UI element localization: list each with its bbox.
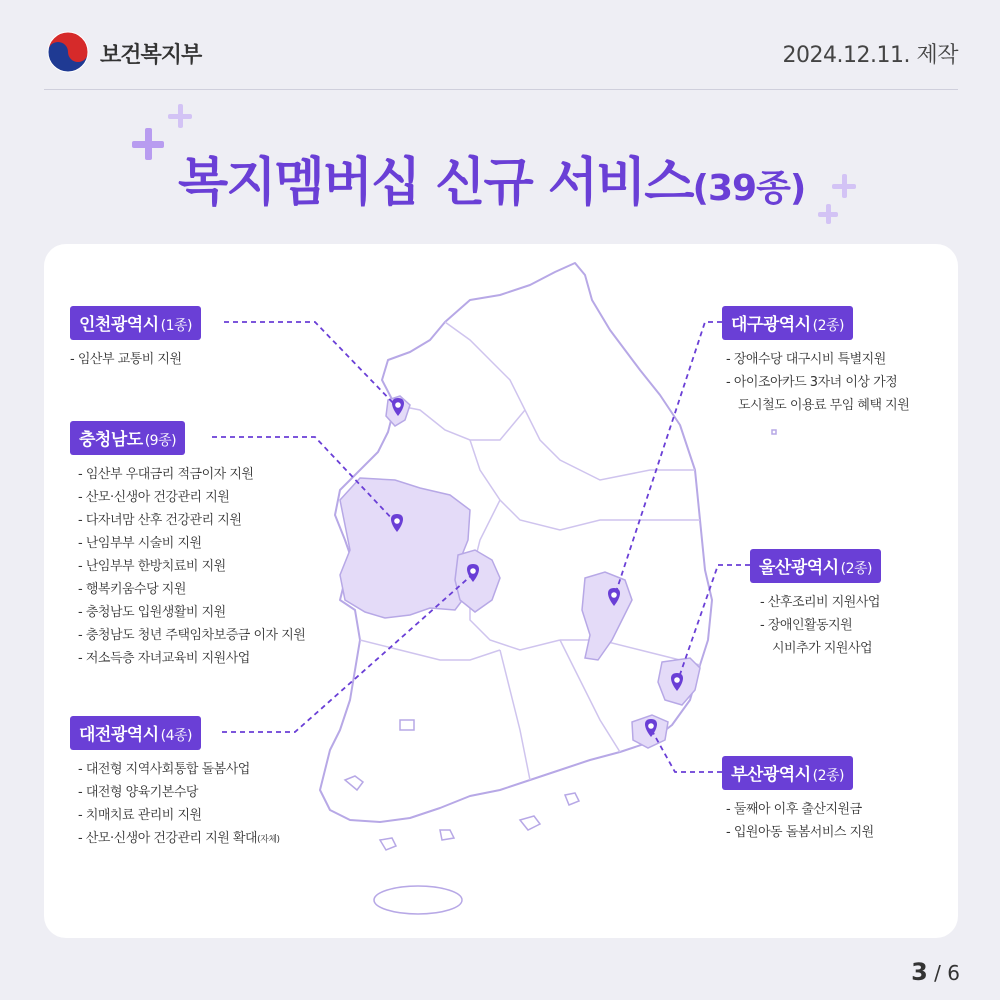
region-name: 충청남도 (79, 430, 143, 450)
list-item: - 장애수당 대구시비 특별지원 (726, 352, 886, 367)
region-name: 부산광역시 (731, 765, 811, 785)
list-item: - 대전형 양육기본수당 (78, 785, 198, 800)
current-page: 3 (911, 958, 928, 986)
title-count: (39종) (692, 168, 806, 209)
service-list (760, 591, 881, 660)
list-item: - 행복키움수당 지원 (78, 582, 186, 597)
total-pages: 6 (947, 961, 960, 985)
region-badge (722, 756, 853, 790)
region-count: (2종) (812, 318, 844, 334)
chungnam-region (340, 478, 470, 618)
list-item (78, 827, 280, 852)
region-chungnam (70, 421, 305, 670)
daegu-leader-line (614, 322, 722, 598)
region-badge (70, 306, 201, 340)
list-item: 시비추가 지원사업 (772, 641, 873, 656)
region-incheon (70, 306, 201, 371)
list-item: - 아이조아카드 3자녀 이상 가정 (726, 375, 898, 390)
service-list (726, 348, 909, 417)
pagination (911, 958, 960, 986)
list-item: - 다자녀맘 산후 건강관리 지원 (78, 513, 242, 528)
page-separator: / (934, 961, 941, 985)
region-count: (4종) (160, 728, 192, 744)
region-badge (70, 421, 185, 455)
service-list (70, 348, 201, 371)
region-name: 대구광역시 (731, 315, 811, 335)
region-name: 대전광역시 (79, 725, 159, 745)
region-daejeon (70, 716, 280, 852)
service-list (78, 463, 305, 670)
service-list (78, 758, 280, 852)
region-name: 인천광역시 (79, 315, 159, 335)
list-item: - 충청남도 청년 주택임차보증금 이자 지원 (78, 628, 306, 643)
region-badge (722, 306, 853, 340)
org-name: 보건복지부 (100, 43, 202, 68)
list-item: - 대전형 지역사회통합 돌봄사업 (78, 762, 250, 777)
list-item: 도시철도 이용료 무임 혜택 지원 (738, 398, 910, 413)
region-ulsan (750, 549, 881, 660)
region-count: (1종) (160, 318, 192, 334)
region-count: (2종) (812, 768, 844, 784)
list-item: - 산모·신생아 건강관리 지원 (78, 490, 230, 505)
list-item: - 난임부부 한방치료비 지원 (78, 559, 226, 574)
list-item: - 임산부 교통비 지원 (70, 352, 182, 367)
region-count: (2종) (840, 561, 872, 577)
region-busan (722, 756, 874, 844)
list-item: - 저소득층 자녀교육비 지원사업 (78, 651, 250, 666)
service-list (726, 798, 874, 844)
list-item-note: (자체) (257, 835, 280, 845)
region-badge (70, 716, 201, 750)
region-daegu (722, 306, 909, 417)
daejeon-region (455, 550, 500, 612)
title-main: 복지멤버십 신규 서비스 (178, 153, 693, 213)
incheon-leader-line (224, 322, 398, 408)
list-item: - 입원아동 돌봄서비스 지원 (726, 825, 874, 840)
region-count: (9종) (144, 433, 177, 449)
list-item: - 난임부부 시술비 지원 (78, 536, 202, 551)
list-item-text: - 산모·신생아 건강관리 지원 확대 (78, 831, 258, 846)
jeju-island (374, 886, 462, 914)
created-date: 2024.12.11. 제작 (782, 43, 958, 68)
list-item: - 임산부 우대금리 적금이자 지원 (78, 467, 254, 482)
list-item: - 산후조리비 지원사업 (760, 595, 880, 610)
list-item: - 충청남도 입원생활비 지원 (78, 605, 226, 620)
list-item: - 장애인활동지원 (760, 618, 853, 633)
region-name: 울산광역시 (759, 558, 839, 578)
list-item: - 둘째아 이후 출산지원금 (726, 802, 862, 817)
region-badge (750, 549, 881, 583)
list-item: - 치매치료 관리비 지원 (78, 808, 202, 823)
